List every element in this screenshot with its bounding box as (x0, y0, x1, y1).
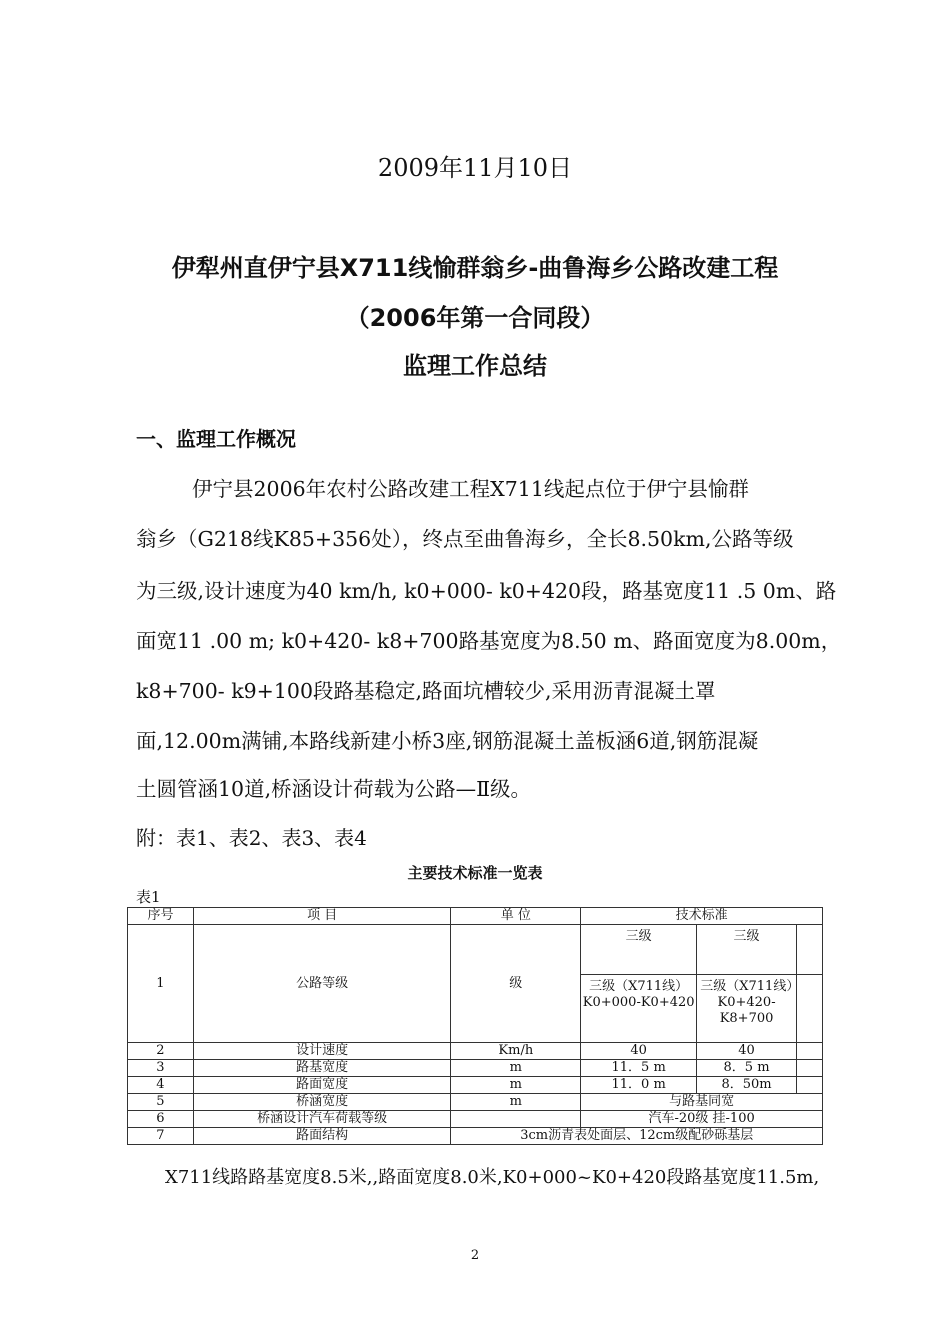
report-title: 伊犁州直伊宁县X711线愉群翁乡-曲鲁海乡公路改建工程 (171, 254, 779, 282)
cell-empty (797, 1043, 823, 1060)
header-standard: 技术标准 (581, 908, 823, 925)
cell-no: 5 (128, 1094, 194, 1111)
header-no: 序号 (128, 908, 194, 925)
table-row (128, 1043, 823, 1060)
table-row (128, 1111, 823, 1128)
cell-no: 1 (128, 925, 194, 1043)
cell-value-b: 8．50m (697, 1077, 797, 1094)
table-row (128, 1128, 823, 1145)
cell-empty (797, 925, 823, 975)
cell-no: 4 (128, 1077, 194, 1094)
paragraph-line: 伊宁县2006年农村公路改建工程X711线起点位于伊宁县愉群 (192, 477, 749, 501)
report-type: 监理工作总结 (403, 352, 547, 380)
cell-unit: m (451, 1060, 581, 1077)
cell-item: 桥涵设计汽车荷载等级 (193, 1111, 451, 1128)
table-row (128, 1094, 823, 1111)
cell-seg-a: 三级（X711线）K0+000-K0+420 (581, 975, 697, 1043)
cell-value-a: 40 (581, 1043, 697, 1060)
table-row (128, 925, 823, 975)
cell-grade-a: 三级 (581, 925, 697, 975)
table-label: 表1 (136, 888, 161, 906)
tech-standards-table (127, 907, 823, 1145)
cell-item: 路面结构 (193, 1128, 451, 1145)
cell-empty (797, 975, 823, 1043)
cell-item: 路基宽度 (193, 1060, 451, 1077)
table-title: 主要技术标准一览表 (407, 864, 543, 882)
cell-item: 桥涵宽度 (193, 1094, 451, 1111)
cell-value-b: 8．5 m (697, 1060, 797, 1077)
cell-seg-b: 三级（X711线）K0+420-K8+700 (697, 975, 797, 1043)
cell-empty (797, 1060, 823, 1077)
cell-value: 汽车-20级 挂-100 (581, 1111, 823, 1128)
cell-unit: 级 (451, 925, 581, 1043)
section-heading: 一、监理工作概况 (136, 427, 296, 451)
header-unit: 单 位 (451, 908, 581, 925)
cell-grade-b: 三级 (697, 925, 797, 975)
table-header-row (128, 908, 823, 925)
table-row (128, 1060, 823, 1077)
cell-no: 2 (128, 1043, 194, 1060)
paragraph-line: X711线路路基宽度8.5米,,路面宽度8.0米,K0+000~K0+420段路基宽度11.5m, (165, 1167, 820, 1188)
paragraph-line: k8+700- k9+100段路基稳定,路面坑槽较少,采用沥青混凝土罩 (136, 679, 716, 703)
cell-unit: m (451, 1077, 581, 1094)
cell-value: 与路基同宽 (581, 1094, 823, 1111)
cell-value-a: 11．5 m (581, 1060, 697, 1077)
paragraph-line: 为三级,设计速度为40 km/h, k0+000- k0+420段，路基宽度11 .5 0m、路 (136, 579, 837, 603)
table-row (128, 1077, 823, 1094)
cell-unit: m (451, 1094, 581, 1111)
cell-no: 6 (128, 1111, 194, 1128)
cell-item: 设计速度 (193, 1043, 451, 1060)
paragraph-line: 翁乡（G218线K85+356处），终点至曲鲁海乡，全长8.50km,公路等级 (136, 527, 794, 551)
cell-value-a: 11．0 m (581, 1077, 697, 1094)
report-date: 2009年11月10日 (377, 154, 573, 182)
paragraph-line: 面宽11 .00 m; k0+420- k8+700路基宽度为8.50 m、路面宽度为8.00m， (136, 629, 842, 653)
cell-value: 3cm沥青表处面层、12cm级配砂砾基层 (451, 1128, 823, 1145)
report-subtitle: （2006年第一合同段） (345, 304, 605, 332)
cell-item: 公路等级 (193, 925, 451, 1043)
cell-no: 3 (128, 1060, 194, 1077)
cell-unit (451, 1111, 581, 1128)
paragraph-line: 面,12.00m满铺,本路线新建小桥3座,钢筋混凝土盖板涵6道,钢筋混凝 (136, 729, 759, 753)
header-item: 项 目 (193, 908, 451, 925)
cell-value-b: 40 (697, 1043, 797, 1060)
cell-no: 7 (128, 1128, 194, 1145)
paragraph-line: 土圆管涵10道,桥涵设计荷载为公路—Ⅱ级。 (136, 777, 532, 801)
appendix-note: 附：表1、表2、表3、表4 (136, 826, 367, 850)
page-number: 2 (470, 1248, 480, 1263)
cell-unit: Km/h (451, 1043, 581, 1060)
cell-empty (797, 1077, 823, 1094)
cell-item: 路面宽度 (193, 1077, 451, 1094)
